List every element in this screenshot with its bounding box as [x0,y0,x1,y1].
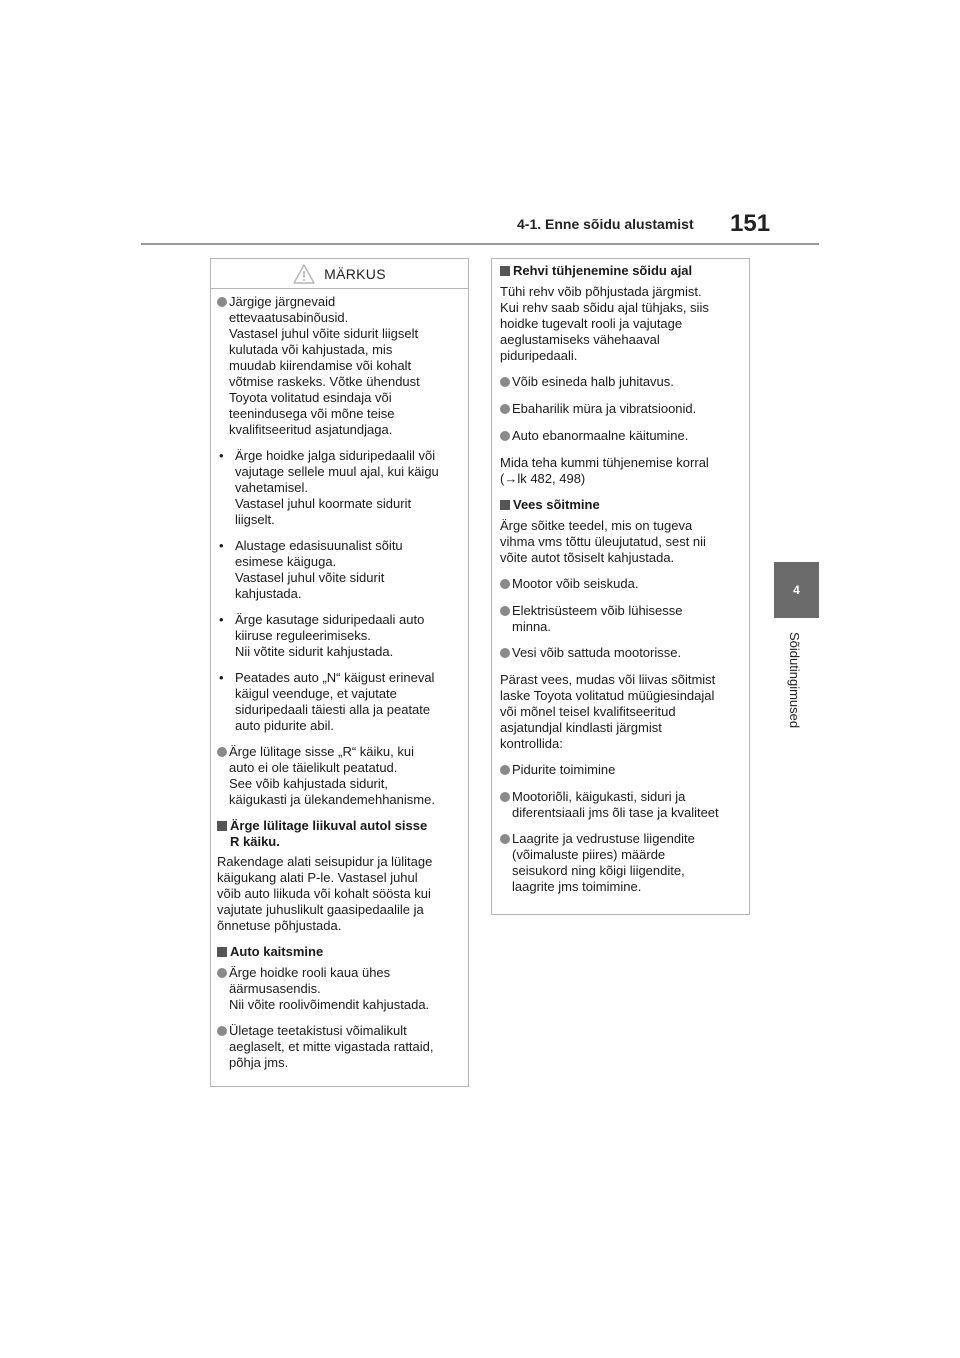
list-item [217,294,462,438]
notice-header [211,259,468,289]
list-item-text: Auto ebanormaalne käitumine. [512,428,689,443]
list-item [217,965,462,1013]
list-item-text: Ärge hoidke jalga siduripedaalil või vajutage sellele muul ajal, kui käigu vahetamisel. Vastasel juhul koormate sidurit liigselt. [235,448,439,527]
square-bullet-icon [217,818,230,850]
warning-triangle-icon [293,264,315,284]
bullet-dot-icon [500,762,512,779]
list-item [217,1023,462,1071]
bullet-dash-icon: • [219,670,224,685]
notice-box [210,258,469,1087]
section-title: 4-1. Enne sõidu alustamist [517,216,694,232]
square-bullet-icon [500,497,513,514]
list-item-text: Mootoriõli, käigukasti, siduri ja diferentsiaali jms õli tase ja kvaliteet [512,789,719,820]
bullet-dot-icon [500,576,512,593]
paragraph: Rakendage alati seisupidur ja lülitage käigukang alati P-le. Vastasel juhul võib auto liikuda või kohalt söösta kui vajutate juhuslikult gaasipedaalile ja õnnetuse põhjustada. [217,854,433,933]
info-box [491,258,750,915]
list-item-text: Järgige järgnevaid ettevaatusabinõusid. Vastasel juhul võite sidurit liigselt kulutada või kahjustada, mis muudab kiirendamise või kohalt võtmise raskeks. Võtke ühendust Toyota volitatud esindaja või teenindusega või mõne teise kvalifitseeritud asjatundjaga. [229,294,420,437]
bullet-dot-icon [217,294,229,438]
list-item [217,538,462,602]
list-item [217,670,462,734]
bullet-dot-icon [500,789,512,821]
notice-content [211,289,468,1071]
list-item-text: Mootor võib seiskuda. [512,576,639,591]
bullet-dot-icon [500,374,512,391]
list-item [500,762,741,779]
list-item [500,576,741,593]
list-item-text: Alustage edasisuunalist sõitu esimese käiguga. Vastasel juhul võite sidurit kahjustada. [235,538,403,601]
heading-text: Auto kaitsmine [230,944,324,959]
bullet-dot-icon [500,428,512,445]
list-item [500,428,741,445]
list-item [500,789,741,821]
list-item-text: Ärge lülitage sisse „R“ käiku, kui auto ei ole täielikult peatatud. See võib kahjustada sidurit, käigukasti ja ülekandemehhanisme. [229,744,435,807]
paragraph: Ärge sõitke teedel, mis on tugeva vihma vms tõttu üleujutatud, sest nii võite autot tõsiselt kahjustada. [500,518,706,565]
chapter-tab[interactable] [774,562,819,618]
square-bullet-icon [500,263,513,280]
list-item-text: Laagrite ja vedrustuse liigendite (võimaluste piires) määrde seisukord ning kõigi liigendite, laagrite jms toimimine. [512,831,695,894]
section-heading [500,497,741,514]
list-item [217,744,462,808]
bullet-dash-icon: • [219,538,224,553]
bullet-dot-icon [217,744,229,808]
paragraph: Mida teha kummi tühjenemise korral (→lk 482, 498) [500,455,709,486]
section-heading [217,944,462,961]
list-item [500,645,741,662]
bullet-dot-icon [500,831,512,895]
list-item-text: Ärge kasutage siduripedaali auto kiiruse reguleerimiseks. Nii võtite sidurit kahjustada. [235,612,425,659]
section-heading [500,263,741,280]
heading-text: Rehvi tühjenemine sõidu ajal [513,263,693,278]
bullet-dot-icon [500,401,512,418]
paragraph: Pärast vees, mudas või liivas sõitmist laske Toyota volitatud müügiesindajal või mõnel teisel kvalifitseeritud asjatundjal kindlasti järgmist kontrollida: [500,672,716,751]
list-item [500,603,741,635]
paragraph: Tühi rehv võib põhjustada järgmist. Kui rehv saab sõidu ajal tühjaks, siis hoidke tugevalt rooli ja vajutage aeglustamiseks vähehaaval piduripedaali. [500,284,709,363]
chapter-number: 4 [793,583,800,597]
notice-title: MÄRKUS [324,265,386,282]
bullet-dash-icon: • [219,448,224,463]
bullet-dot-icon [500,603,512,635]
list-item-text: Elektrisüsteem võib lühisesse minna. [512,603,683,634]
list-item [217,448,462,528]
header-divider [141,243,819,245]
list-item-text: Pidurite toimimine [512,762,616,777]
list-item-text: Ületage teetakistusi võimalikult aeglaselt, et mitte vigastada rattaid, põhja jms. [229,1023,434,1070]
heading-text: Vees sõitmine [513,497,600,512]
list-item [500,401,741,418]
list-item-text: Ärge hoidke rooli kaua ühes äärmusasendis. Nii võite roolivõimendit kahjustada. [229,965,430,1012]
list-item-text: Võib esineda halb juhitavus. [512,374,674,389]
list-item-text: Vesi võib sattuda mootorisse. [512,645,682,660]
chapter-title: Sõidutingimused [787,632,802,729]
heading-text: Ärge lülitage liikuval autol sisse R käiku. [230,818,428,849]
list-item-text: Peatades auto „N“ käigust erineval käigul veenduge, et vajutate siduripedaali täiesti alla ja peatate auto pidurite abil. [235,670,435,733]
bullet-dot-icon [217,1023,229,1071]
list-item [500,831,741,895]
list-item [500,374,741,391]
page-number: 151 [730,210,771,237]
bullet-dot-icon [217,965,229,1013]
bullet-dot-icon [500,645,512,662]
list-item-text: Ebaharilik müra ja vibratsioonid. [512,401,697,416]
list-item [217,612,462,660]
square-bullet-icon [217,944,230,961]
bullet-dash-icon: • [219,612,224,627]
section-heading [217,818,462,850]
